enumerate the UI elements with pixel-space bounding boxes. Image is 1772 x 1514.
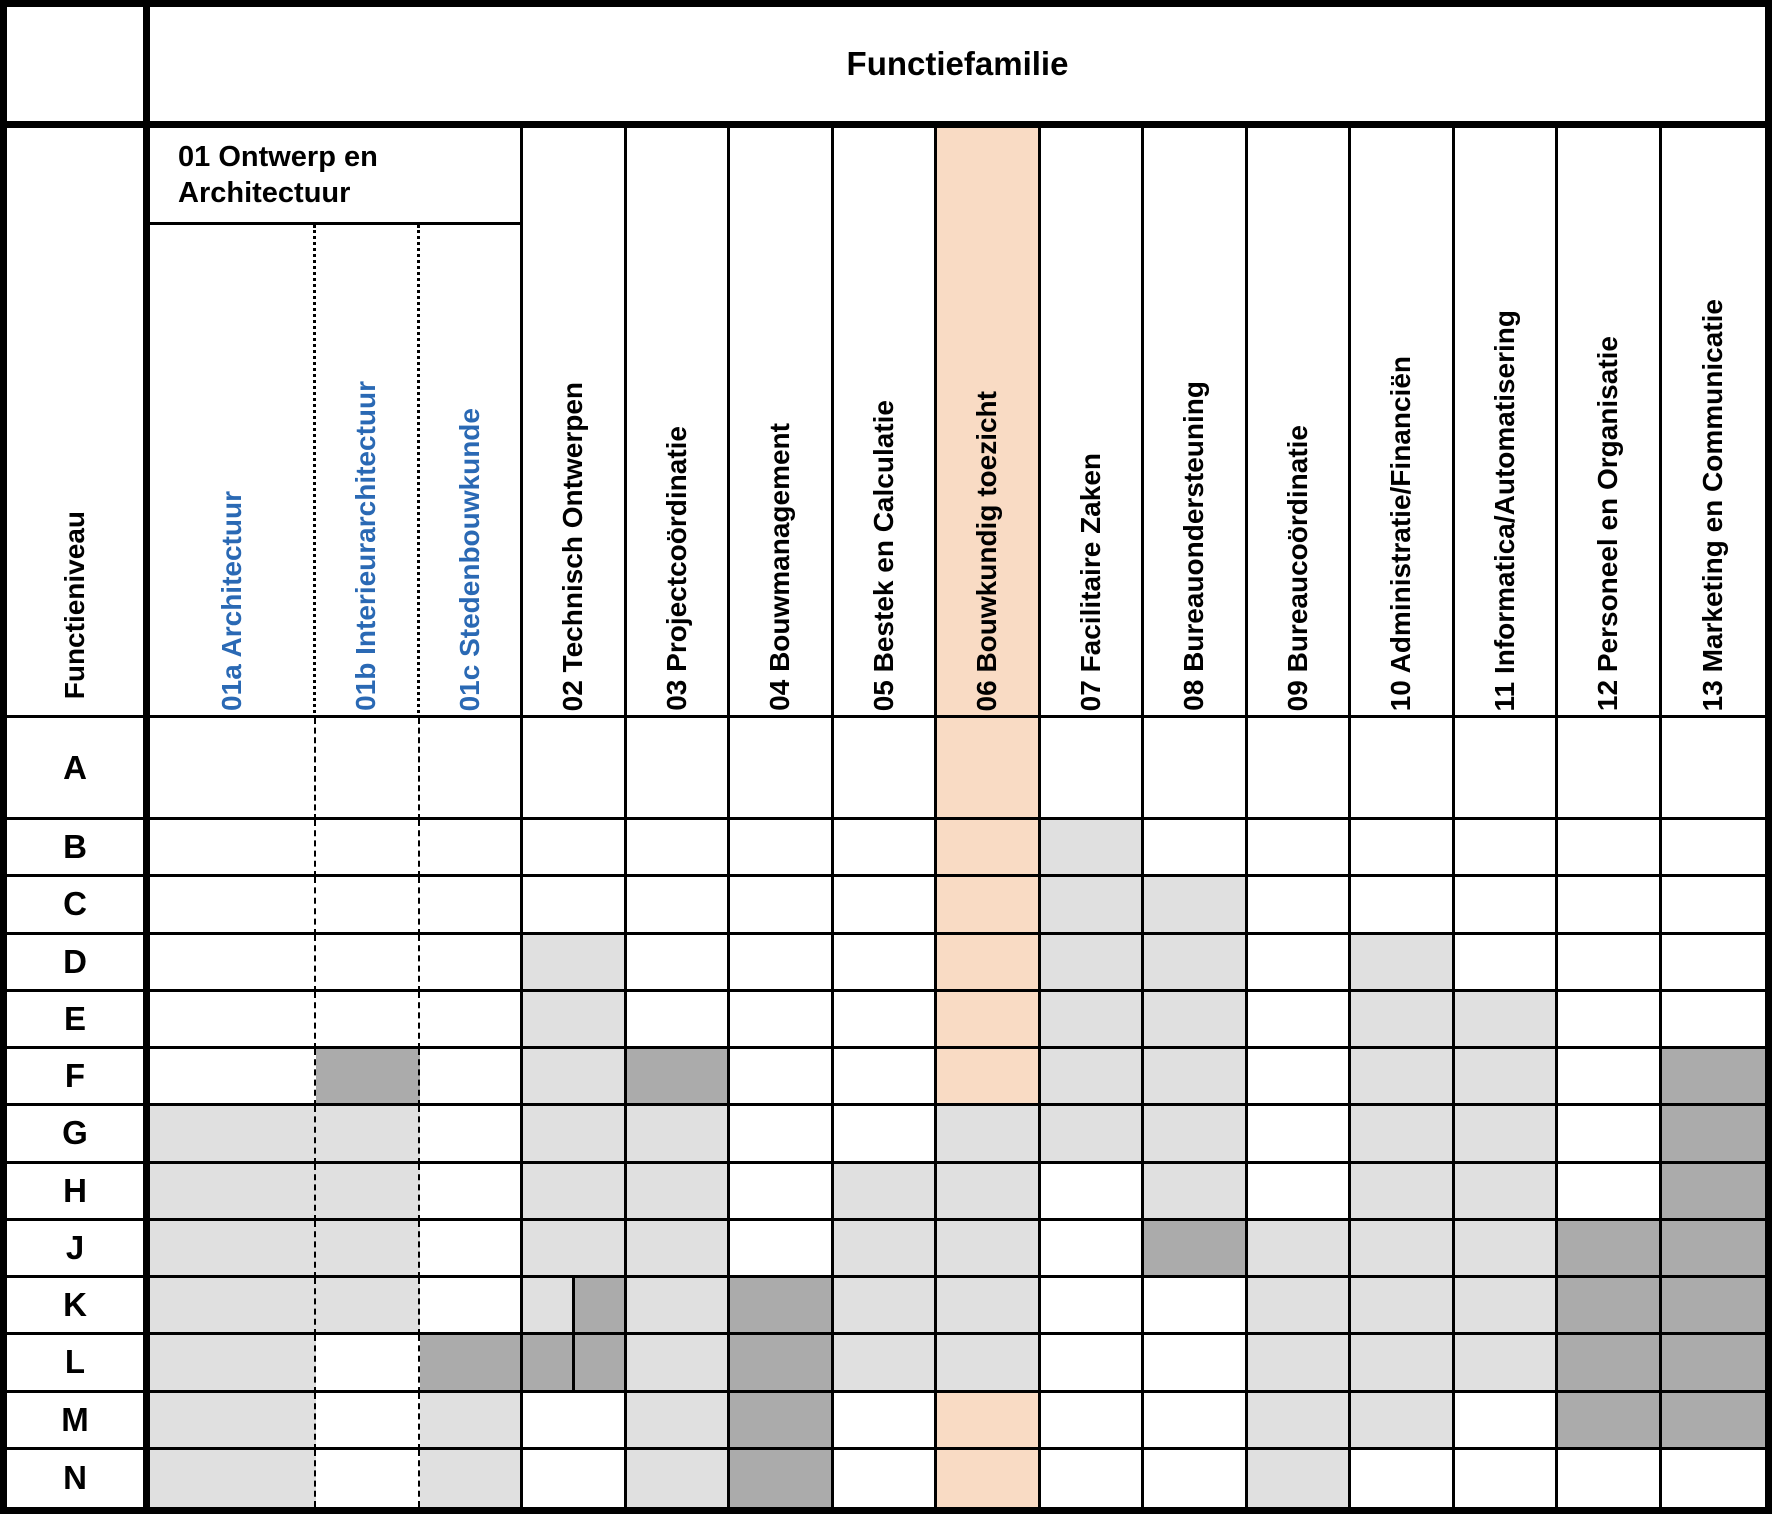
matrix-cell-08-L bbox=[1144, 1335, 1248, 1392]
matrix-cell-09-C bbox=[1248, 877, 1352, 934]
matrix-cell-09-J bbox=[1248, 1221, 1352, 1278]
matrix-cell-01c-K bbox=[420, 1278, 524, 1335]
matrix-cell-02-D bbox=[523, 935, 627, 992]
matrix-cell-12-B bbox=[1558, 820, 1662, 877]
matrix-cell-01c-B bbox=[420, 820, 524, 877]
matrix-cell-01b-E bbox=[316, 992, 420, 1049]
matrix-cell-07-D bbox=[1041, 935, 1145, 992]
matrix-cell-06-F bbox=[937, 1049, 1041, 1106]
matrix-cell-01b-H bbox=[316, 1164, 420, 1221]
matrix-cell-13-N bbox=[1662, 1450, 1766, 1507]
matrix-cell-13-E bbox=[1662, 992, 1766, 1049]
matrix-cell-10-A bbox=[1351, 718, 1455, 820]
matrix-cell-06-N bbox=[937, 1450, 1041, 1507]
column-header-label: 07 Facilitaire Zaken bbox=[1074, 452, 1106, 711]
matrix-cell-05-N bbox=[834, 1450, 938, 1507]
column-header-01b bbox=[316, 225, 420, 718]
column-header-01a bbox=[150, 225, 316, 718]
matrix-cell-05-L bbox=[834, 1335, 938, 1392]
matrix-cell-01a-J bbox=[150, 1221, 316, 1278]
matrix-cell-12-F bbox=[1558, 1049, 1662, 1106]
matrix-cell-10-H bbox=[1351, 1164, 1455, 1221]
matrix-cell-05-F bbox=[834, 1049, 938, 1106]
matrix-cell-03-E bbox=[627, 992, 731, 1049]
matrix-cell-12-D bbox=[1558, 935, 1662, 992]
row-label-D: D bbox=[7, 935, 150, 992]
matrix-cell-10-M bbox=[1351, 1393, 1455, 1450]
matrix-cell-02-C bbox=[523, 877, 627, 934]
matrix-cell-01b-M bbox=[316, 1393, 420, 1450]
matrix-cell-03-H bbox=[627, 1164, 731, 1221]
matrix-cell-05-K bbox=[834, 1278, 938, 1335]
matrix-cell-12-A bbox=[1558, 718, 1662, 820]
matrix-cell-10-B bbox=[1351, 820, 1455, 877]
matrix-cell-07-C bbox=[1041, 877, 1145, 934]
matrix-cell-01b-B bbox=[316, 820, 420, 877]
matrix-cell-10-G bbox=[1351, 1106, 1455, 1163]
matrix-cell-13-H bbox=[1662, 1164, 1766, 1221]
column-header-13 bbox=[1662, 128, 1766, 718]
matrix-cell-01c-N bbox=[420, 1450, 524, 1507]
matrix-cell-11-N bbox=[1455, 1450, 1559, 1507]
matrix-cell-09-N bbox=[1248, 1450, 1352, 1507]
corner-cell bbox=[7, 7, 150, 128]
matrix-cell-09-G bbox=[1248, 1106, 1352, 1163]
matrix-cell-11-M bbox=[1455, 1393, 1559, 1450]
matrix-cell-12-K bbox=[1558, 1278, 1662, 1335]
row-axis-header bbox=[7, 128, 150, 718]
matrix-cell-09-D bbox=[1248, 935, 1352, 992]
matrix-cell-03-L bbox=[627, 1335, 731, 1392]
matrix-cell-12-G bbox=[1558, 1106, 1662, 1163]
matrix-cell-12-M bbox=[1558, 1393, 1662, 1450]
matrix-cell-04-N bbox=[730, 1450, 834, 1507]
matrix-cell-04-C bbox=[730, 877, 834, 934]
matrix-cell-09-E bbox=[1248, 992, 1352, 1049]
matrix-cell-03-G bbox=[627, 1106, 731, 1163]
matrix-cell-13-F bbox=[1662, 1049, 1766, 1106]
row-label-L: L bbox=[7, 1335, 150, 1392]
matrix-cell-02-A bbox=[523, 718, 627, 820]
matrix-cell-09-A bbox=[1248, 718, 1352, 820]
matrix-cell-half bbox=[523, 1335, 575, 1389]
matrix-cell-01c-G bbox=[420, 1106, 524, 1163]
column-header-06 bbox=[937, 128, 1041, 718]
matrix-cell-11-G bbox=[1455, 1106, 1559, 1163]
matrix-cell-01a-K bbox=[150, 1278, 316, 1335]
row-label-M: M bbox=[7, 1393, 150, 1450]
matrix-cell-12-N bbox=[1558, 1450, 1662, 1507]
matrix-cell-11-J bbox=[1455, 1221, 1559, 1278]
matrix-cell-06-C bbox=[937, 877, 1041, 934]
matrix-cell-08-A bbox=[1144, 718, 1248, 820]
matrix-cell-04-J bbox=[730, 1221, 834, 1278]
matrix-cell-02-G bbox=[523, 1106, 627, 1163]
matrix-cell-08-N bbox=[1144, 1450, 1248, 1507]
column-header-11 bbox=[1455, 128, 1559, 718]
row-label-E: E bbox=[7, 992, 150, 1049]
matrix-cell-10-F bbox=[1351, 1049, 1455, 1106]
column-header-label: 03 Projectcoördinatie bbox=[660, 426, 692, 711]
matrix-cell-02-B bbox=[523, 820, 627, 877]
column-header-label: 02 Technisch Ontwerpen bbox=[557, 381, 589, 711]
matrix-cell-04-L bbox=[730, 1335, 834, 1392]
matrix-cell-10-J bbox=[1351, 1221, 1455, 1278]
matrix-cell-13-C bbox=[1662, 877, 1766, 934]
matrix-cell-13-D bbox=[1662, 935, 1766, 992]
matrix-cell-05-M bbox=[834, 1393, 938, 1450]
matrix-cell-01b-K bbox=[316, 1278, 420, 1335]
matrix-cell-07-E bbox=[1041, 992, 1145, 1049]
row-label-B: B bbox=[7, 820, 150, 877]
matrix-cell-06-L bbox=[937, 1335, 1041, 1392]
matrix-cell-13-M bbox=[1662, 1393, 1766, 1450]
matrix-cell-01a-D bbox=[150, 935, 316, 992]
matrix-cell-12-E bbox=[1558, 992, 1662, 1049]
matrix-cell-08-G bbox=[1144, 1106, 1248, 1163]
matrix-cell-09-L bbox=[1248, 1335, 1352, 1392]
matrix-cell-03-A bbox=[627, 718, 731, 820]
column-header-label: 11 Informatica/Automatisering bbox=[1488, 309, 1520, 711]
matrix-cell-01b-A bbox=[316, 718, 420, 820]
column-header-04 bbox=[730, 128, 834, 718]
matrix-cell-11-B bbox=[1455, 820, 1559, 877]
matrix-cell-08-E bbox=[1144, 992, 1248, 1049]
table-title: Functiefamilie bbox=[150, 7, 1765, 128]
row-label-G: G bbox=[7, 1106, 150, 1163]
matrix-cell-06-G bbox=[937, 1106, 1041, 1163]
matrix-cell-01a-F bbox=[150, 1049, 316, 1106]
matrix-cell-10-C bbox=[1351, 877, 1455, 934]
matrix-cell-07-G bbox=[1041, 1106, 1145, 1163]
matrix-cell-01a-A bbox=[150, 718, 316, 820]
matrix-cell-half bbox=[575, 1278, 624, 1332]
row-label-K: K bbox=[7, 1278, 150, 1335]
matrix-cell-06-J bbox=[937, 1221, 1041, 1278]
matrix-cell-09-M bbox=[1248, 1393, 1352, 1450]
row-label-J: J bbox=[7, 1221, 150, 1278]
matrix-cell-01b-G bbox=[316, 1106, 420, 1163]
matrix-cell-01a-N bbox=[150, 1450, 316, 1507]
column-header-label: 08 Bureauondersteuning bbox=[1178, 381, 1210, 711]
matrix-cell-02-F bbox=[523, 1049, 627, 1106]
column-header-label: 05 Bestek en Calculatie bbox=[867, 399, 899, 711]
matrix-cell-01b-J bbox=[316, 1221, 420, 1278]
matrix-cell-13-G bbox=[1662, 1106, 1766, 1163]
matrix-cell-04-K bbox=[730, 1278, 834, 1335]
matrix-cell-05-E bbox=[834, 992, 938, 1049]
matrix-cell-02-K bbox=[523, 1278, 627, 1335]
matrix-cell-07-H bbox=[1041, 1164, 1145, 1221]
matrix-cell-08-F bbox=[1144, 1049, 1248, 1106]
matrix-cell-05-B bbox=[834, 820, 938, 877]
matrix-cell-07-F bbox=[1041, 1049, 1145, 1106]
matrix-cell-01c-A bbox=[420, 718, 524, 820]
column-header-02 bbox=[523, 128, 627, 718]
matrix-cell-02-E bbox=[523, 992, 627, 1049]
matrix-cell-02-M bbox=[523, 1393, 627, 1450]
row-label-F: F bbox=[7, 1049, 150, 1106]
matrix-cell-01a-G bbox=[150, 1106, 316, 1163]
column-header-label: 06 Bouwkundig toezicht bbox=[971, 390, 1003, 711]
matrix-cell-11-H bbox=[1455, 1164, 1559, 1221]
matrix-cell-11-E bbox=[1455, 992, 1559, 1049]
column-header-label: 01c Stedenbouwkunde bbox=[453, 407, 485, 711]
matrix-cell-09-F bbox=[1248, 1049, 1352, 1106]
matrix-cell-11-K bbox=[1455, 1278, 1559, 1335]
matrix-cell-07-M bbox=[1041, 1393, 1145, 1450]
matrix-cell-01a-C bbox=[150, 877, 316, 934]
matrix-cell-01a-H bbox=[150, 1164, 316, 1221]
row-label-C: C bbox=[7, 877, 150, 934]
matrix-cell-04-G bbox=[730, 1106, 834, 1163]
matrix-cell-10-N bbox=[1351, 1450, 1455, 1507]
column-header-08 bbox=[1144, 128, 1248, 718]
column-header-03 bbox=[627, 128, 731, 718]
column-header-07 bbox=[1041, 128, 1145, 718]
matrix-cell-11-D bbox=[1455, 935, 1559, 992]
matrix-cell-13-B bbox=[1662, 820, 1766, 877]
matrix-cell-10-E bbox=[1351, 992, 1455, 1049]
matrix-cell-01a-B bbox=[150, 820, 316, 877]
matrix-cell-07-L bbox=[1041, 1335, 1145, 1392]
matrix-cell-01c-H bbox=[420, 1164, 524, 1221]
matrix-cell-12-J bbox=[1558, 1221, 1662, 1278]
matrix-cell-11-F bbox=[1455, 1049, 1559, 1106]
matrix-cell-01c-M bbox=[420, 1393, 524, 1450]
matrix-cell-13-J bbox=[1662, 1221, 1766, 1278]
matrix-cell-03-B bbox=[627, 820, 731, 877]
matrix-cell-08-K bbox=[1144, 1278, 1248, 1335]
matrix-cell-06-M bbox=[937, 1393, 1041, 1450]
matrix-cell-10-K bbox=[1351, 1278, 1455, 1335]
matrix-cell-01a-M bbox=[150, 1393, 316, 1450]
matrix-cell-04-F bbox=[730, 1049, 834, 1106]
matrix-cell-06-A bbox=[937, 718, 1041, 820]
matrix-cell-06-K bbox=[937, 1278, 1041, 1335]
column-header-label: 12 Personeel en Organisatie bbox=[1592, 335, 1624, 711]
matrix-cell-02-N bbox=[523, 1450, 627, 1507]
matrix-cell-06-H bbox=[937, 1164, 1041, 1221]
column-header-label: 09 Bureaucoördinatie bbox=[1281, 424, 1313, 711]
matrix-cell-01c-J bbox=[420, 1221, 524, 1278]
matrix-cell-04-M bbox=[730, 1393, 834, 1450]
matrix-cell-03-J bbox=[627, 1221, 731, 1278]
matrix-cell-03-C bbox=[627, 877, 731, 934]
matrix-cell-02-H bbox=[523, 1164, 627, 1221]
row-label-A: A bbox=[7, 718, 150, 820]
matrix-cell-04-H bbox=[730, 1164, 834, 1221]
matrix-cell-10-D bbox=[1351, 935, 1455, 992]
matrix-cell-01c-D bbox=[420, 935, 524, 992]
matrix-cell-07-A bbox=[1041, 718, 1145, 820]
matrix-cell-07-J bbox=[1041, 1221, 1145, 1278]
row-label-H: H bbox=[7, 1164, 150, 1221]
column-header-label: 01a Architectuur bbox=[215, 491, 247, 711]
column-header-05 bbox=[834, 128, 938, 718]
matrix-cell-09-B bbox=[1248, 820, 1352, 877]
matrix-cell-12-C bbox=[1558, 877, 1662, 934]
column-header-09 bbox=[1248, 128, 1352, 718]
matrix-cell-09-K bbox=[1248, 1278, 1352, 1335]
matrix-cell-11-C bbox=[1455, 877, 1559, 934]
matrix-cell-06-E bbox=[937, 992, 1041, 1049]
matrix-cell-04-D bbox=[730, 935, 834, 992]
matrix-cell-01c-F bbox=[420, 1049, 524, 1106]
matrix-cell-09-H bbox=[1248, 1164, 1352, 1221]
column-header-12 bbox=[1558, 128, 1662, 718]
matrix-cell-08-C bbox=[1144, 877, 1248, 934]
matrix-cell-12-H bbox=[1558, 1164, 1662, 1221]
matrix-cell-05-D bbox=[834, 935, 938, 992]
matrix-cell-half bbox=[575, 1335, 624, 1389]
matrix-cell-01c-L bbox=[420, 1335, 524, 1392]
matrix-cell-11-L bbox=[1455, 1335, 1559, 1392]
matrix-cell-05-J bbox=[834, 1221, 938, 1278]
matrix-cell-04-B bbox=[730, 820, 834, 877]
matrix-cell-01c-E bbox=[420, 992, 524, 1049]
matrix-cell-03-N bbox=[627, 1450, 731, 1507]
matrix-cell-10-L bbox=[1351, 1335, 1455, 1392]
matrix-cell-01b-N bbox=[316, 1450, 420, 1507]
matrix-cell-03-K bbox=[627, 1278, 731, 1335]
matrix-cell-03-F bbox=[627, 1049, 731, 1106]
matrix-cell-12-L bbox=[1558, 1335, 1662, 1392]
matrix-cell-01b-C bbox=[316, 877, 420, 934]
row-label-N: N bbox=[7, 1450, 150, 1507]
matrix-cell-08-H bbox=[1144, 1164, 1248, 1221]
matrix-cell-07-K bbox=[1041, 1278, 1145, 1335]
matrix-cell-04-A bbox=[730, 718, 834, 820]
matrix-cell-08-J bbox=[1144, 1221, 1248, 1278]
column-header-01c bbox=[420, 225, 524, 718]
matrix-cell-01b-D bbox=[316, 935, 420, 992]
matrix-cell-08-D bbox=[1144, 935, 1248, 992]
matrix-cell-03-D bbox=[627, 935, 731, 992]
matrix-cell-07-B bbox=[1041, 820, 1145, 877]
column-header-label: 13 Marketing en Communicatie bbox=[1697, 298, 1729, 711]
column-header-label: 10 Administratie/Financiën bbox=[1385, 355, 1417, 711]
matrix-cell-11-A bbox=[1455, 718, 1559, 820]
matrix-cell-05-H bbox=[834, 1164, 938, 1221]
matrix-cell-07-N bbox=[1041, 1450, 1145, 1507]
matrix-cell-04-E bbox=[730, 992, 834, 1049]
matrix-cell-02-J bbox=[523, 1221, 627, 1278]
matrix-cell-13-K bbox=[1662, 1278, 1766, 1335]
matrix-cell-05-C bbox=[834, 877, 938, 934]
column-header-10 bbox=[1351, 128, 1455, 718]
matrix-cell-06-D bbox=[937, 935, 1041, 992]
matrix-cell-01c-C bbox=[420, 877, 524, 934]
matrix-cell-08-M bbox=[1144, 1393, 1248, 1450]
matrix-cell-half bbox=[523, 1278, 575, 1332]
matrix-cell-01b-L bbox=[316, 1335, 420, 1392]
matrix-cell-08-B bbox=[1144, 820, 1248, 877]
matrix-cell-06-B bbox=[937, 820, 1041, 877]
column-header-label: 01b Interieurarchitectuur bbox=[350, 381, 382, 711]
matrix-cell-01a-L bbox=[150, 1335, 316, 1392]
matrix-cell-05-A bbox=[834, 718, 938, 820]
matrix-cell-01a-E bbox=[150, 992, 316, 1049]
matrix-cell-01b-F bbox=[316, 1049, 420, 1106]
matrix-cell-13-A bbox=[1662, 718, 1766, 820]
row-axis-label: Functieniveau bbox=[59, 510, 90, 699]
column-header-label: 04 Bouwmanagement bbox=[764, 423, 796, 711]
matrix-cell-03-M bbox=[627, 1393, 731, 1450]
matrix-cell-05-G bbox=[834, 1106, 938, 1163]
group-header-01: 01 Ontwerp en Architectuur bbox=[150, 128, 523, 225]
matrix-cell-02-L bbox=[523, 1335, 627, 1392]
matrix-cell-13-L bbox=[1662, 1335, 1766, 1392]
